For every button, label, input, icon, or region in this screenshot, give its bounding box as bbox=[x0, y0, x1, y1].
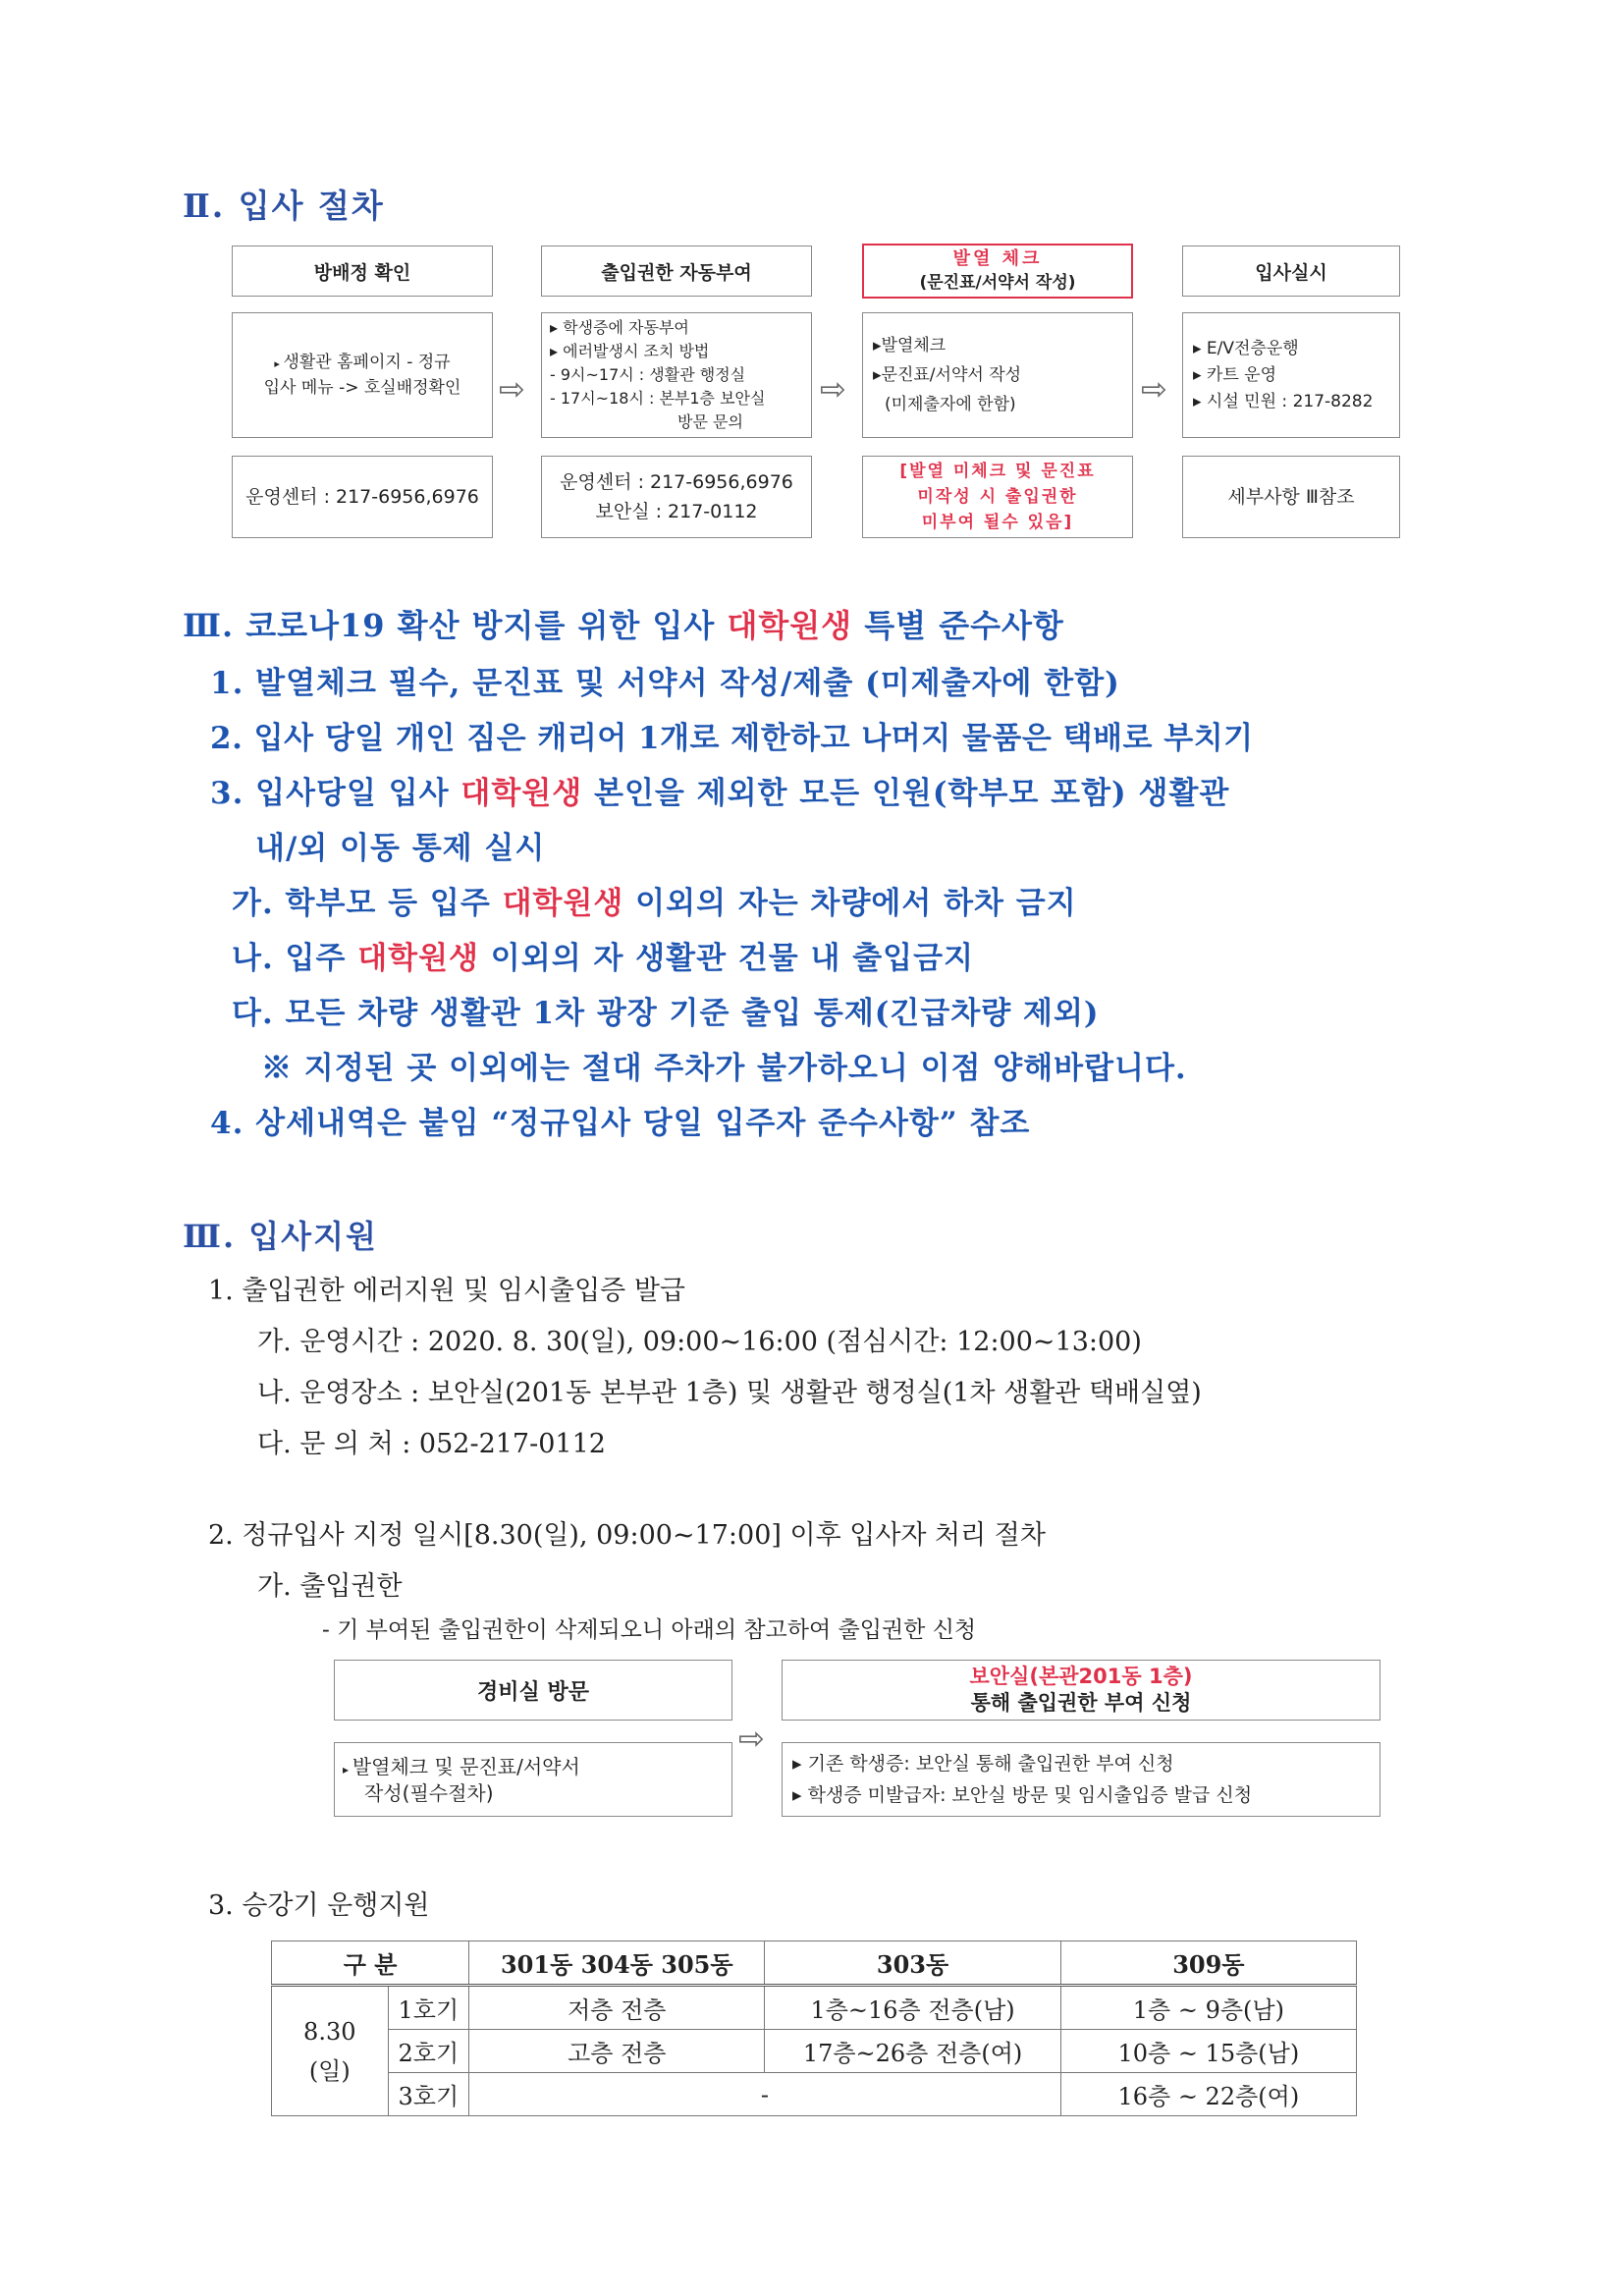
elevator-table bbox=[271, 1941, 1357, 2116]
support-item-2-note: - 기 부여된 출입권한이 삭제되오니 아래의 참고하여 출입권한 신청 bbox=[322, 1617, 977, 1643]
cell: 10층 ~ 15층(남) bbox=[1060, 2030, 1356, 2073]
support-item-2-ga: 가. 출입권한 bbox=[257, 1571, 403, 1602]
support-item-1-ga: 가. 운영시간 : 2020. 8. 30(일), 09:00~16:00 (점심시간: 12:00~13:00) bbox=[257, 1327, 1142, 1357]
bullet-icon: ▸ bbox=[343, 1762, 352, 1777]
table-header-row bbox=[272, 1941, 1357, 1986]
support-item-1-na: 나. 운영장소 : 보안실(201동 본부관 1층) 및 생활관 행정실(1차 생활관 택배실옆) bbox=[257, 1378, 1202, 1408]
support-item-1-da: 다. 문 의 처 : 052-217-0112 bbox=[257, 1429, 606, 1459]
support-item-1: 1. 출입권한 에러지원 및 임시출입증 발급 bbox=[208, 1276, 685, 1306]
step3-detail: ▸발열체크 ▸문진표/서약서 작성 (미제출자에 한함) bbox=[862, 312, 1133, 438]
cell: 16층 ~ 22층(여) bbox=[1060, 2073, 1356, 2116]
bullet-icon: ▸ bbox=[274, 356, 284, 370]
parking-note: ※ 지정된 곳 이외에는 절대 주차가 불가하오니 이점 양해바랍니다. bbox=[261, 1051, 1187, 1086]
section2-title: Ⅱ. 입사 절차 bbox=[183, 187, 385, 225]
step4-footer: 세부사항 Ⅲ참조 bbox=[1182, 456, 1400, 538]
step1-header bbox=[232, 246, 493, 297]
cell: 저층 전층 bbox=[469, 1986, 765, 2030]
arrow-icon: ⇨ bbox=[499, 370, 525, 408]
unit-cell: 3호기 bbox=[388, 2073, 469, 2116]
date-cell: 8.30 (일) bbox=[272, 1986, 389, 2116]
cell: 1층~16층 전층(남) bbox=[765, 1986, 1060, 2030]
visit-header: 경비실 방문 bbox=[334, 1660, 732, 1721]
section3-support-title: Ⅲ. 입사지원 bbox=[183, 1218, 378, 1255]
security-header: 보안실(본관201동 1층) 통해 출입권한 부여 신청 bbox=[782, 1660, 1380, 1721]
unit-cell: 2호기 bbox=[388, 2030, 469, 2073]
step1-detail-line: 입사 메뉴 -> 호실배정확인 bbox=[263, 377, 461, 398]
step4-header: 입사실시 bbox=[1182, 246, 1400, 297]
col-301-304-305: 301동 304동 305동 bbox=[469, 1941, 765, 1986]
step1-detail bbox=[232, 312, 493, 438]
arrow-icon: ⇨ bbox=[820, 370, 846, 408]
arrow-icon: ⇨ bbox=[1141, 370, 1167, 408]
table-row bbox=[272, 1986, 1357, 2030]
cell: 1층 ~ 9층(남) bbox=[1060, 1986, 1356, 2030]
step1-detail-line: ▸ 생활관 홈페이지 - 정규 bbox=[274, 352, 451, 372]
step2-footer: 운영센터 : 217-6956,6976 보안실 : 217-0112 bbox=[541, 456, 812, 538]
rule-3-ga: 가. 학부모 등 입주 대학원생 이외의 자는 차량에서 하차 금지 bbox=[232, 886, 1077, 921]
col-division: 구 분 bbox=[272, 1941, 469, 1986]
unit-cell: 1호기 bbox=[388, 1986, 469, 2030]
section3-covid-title: Ⅲ. 코로나19 확산 방지를 위한 입사 대학원생 특별 준수사항 bbox=[183, 607, 1064, 644]
step1-header-text: 방배정 확인 bbox=[313, 261, 411, 284]
table-row bbox=[272, 2073, 1357, 2116]
col-309: 309동 bbox=[1060, 1941, 1356, 1986]
cell: 17층~26층 전층(여) bbox=[765, 2030, 1060, 2073]
step2-header: 출입권한 자동부여 bbox=[541, 246, 812, 297]
cell: - bbox=[469, 2073, 1061, 2116]
support-item-3: 3. 승강기 운행지원 bbox=[208, 1890, 430, 1921]
table-row bbox=[272, 2030, 1357, 2073]
rule-3: 3. 입사당일 입사 대학원생 본인을 제외한 모든 인원(학부모 포함) 생활관 bbox=[210, 776, 1230, 811]
step3-footer: [발열 미체크 및 문진표 미작성 시 출입권한 미부여 될수 있음] bbox=[862, 456, 1133, 538]
rule-4: 4. 상세내역은 붙임 “정규입사 당일 입주자 준수사항” 참조 bbox=[210, 1106, 1031, 1141]
rule-2: 2. 입사 당일 개인 짐은 캐리어 1개로 제한하고 나머지 물품은 택배로 부치기 bbox=[210, 721, 1254, 756]
rule-3-line2: 내/외 이동 통제 실시 bbox=[255, 831, 546, 866]
rule-3-da: 다. 모든 차량 생활관 1차 광장 기준 출입 통제(긴급차량 제외) bbox=[232, 996, 1100, 1031]
step3-header: 발열 체크 (문진표/서약서 작성) bbox=[862, 244, 1133, 299]
support-item-2: 2. 정규입사 지정 일시[8.30(일), 09:00~17:00] 이후 입사자 처리 절차 bbox=[208, 1520, 1046, 1551]
rule-3-na: 나. 입주 대학원생 이외의 자 생활관 건물 내 출입금지 bbox=[232, 941, 975, 976]
security-detail: ▸ 기존 학생증: 보안실 통해 출입권한 부여 신청 ▸ 학생증 미발급자: 보안실 방문 및 임시출입증 발급 신청 bbox=[782, 1742, 1380, 1817]
col-303: 303동 bbox=[765, 1941, 1060, 1986]
arrow-icon: ⇨ bbox=[738, 1720, 765, 1757]
highlight: 대학원생 bbox=[727, 607, 853, 644]
step4-detail: ▸ E/V전층운행 ▸ 카트 운영 ▸ 시설 민원 : 217-8282 bbox=[1182, 312, 1400, 438]
rule-1: 1. 발열체크 필수, 문진표 및 서약서 작성/제출 (미제출자에 한함) bbox=[210, 666, 1120, 701]
step1-footer: 운영센터 : 217-6956,6976 bbox=[232, 456, 493, 538]
cell: 고층 전층 bbox=[469, 2030, 765, 2073]
step2-detail: ▸ 학생증에 자동부여 ▸ 에러발생시 조치 방법 - 9시~17시 : 생활관 행정실 - 17시~18시 : 본부1층 보안실 방문 문의 bbox=[541, 312, 812, 438]
visit-detail: ▸ 발열체크 및 문진표/서약서 작성(필수절차) bbox=[334, 1742, 732, 1817]
